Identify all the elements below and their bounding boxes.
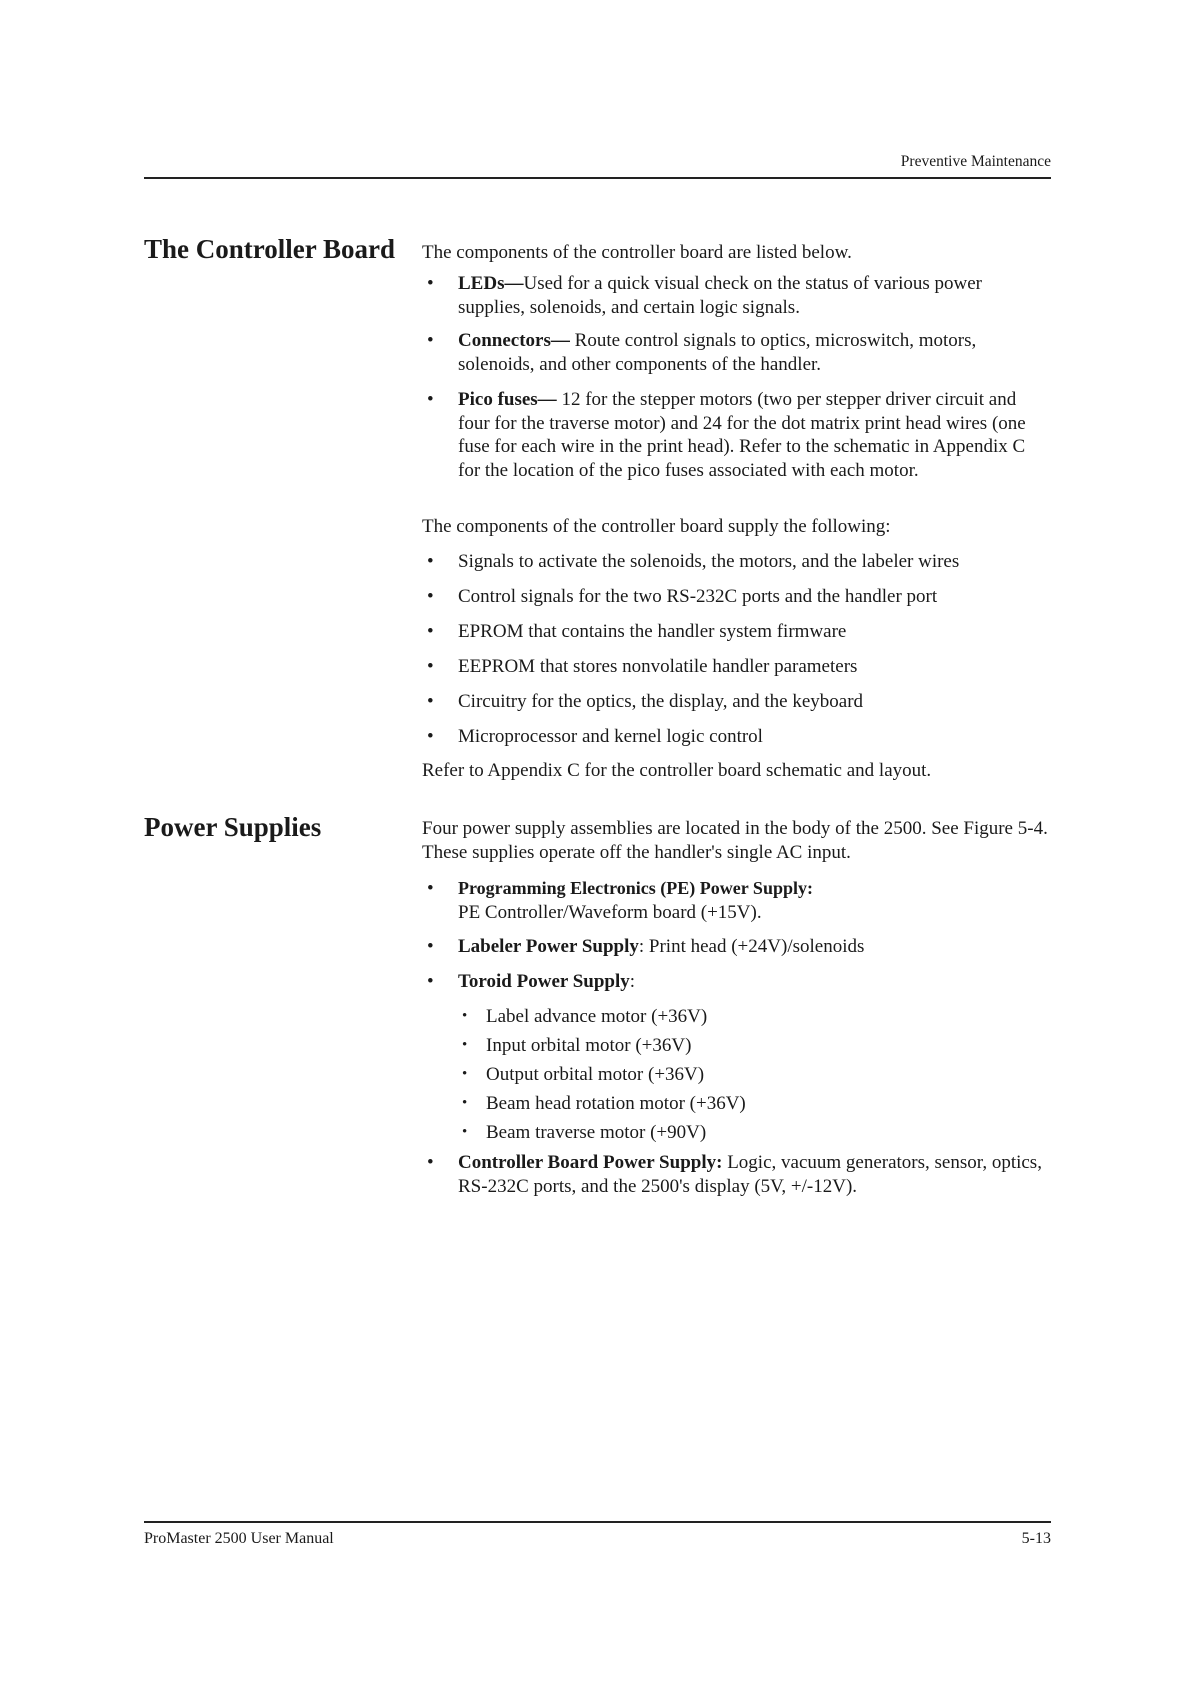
- bullet-icon: •: [427, 621, 434, 642]
- bullet-icon: •: [427, 330, 434, 351]
- bullet-icon: •: [427, 586, 434, 607]
- controller-intro: The components of the controller board are listed below.: [422, 242, 852, 263]
- bullet-icon: •: [427, 273, 434, 294]
- running-header: Preventive Maintenance: [900, 153, 1051, 170]
- bullet-icon: •: [462, 1095, 468, 1111]
- section-heading-power-supplies: Power Supplies: [144, 812, 322, 842]
- refer-text: Refer to Appendix C for the controller board schematic and layout.: [422, 760, 932, 781]
- bullet-icon: •: [427, 691, 434, 712]
- bullet-icon: •: [427, 726, 434, 747]
- supply-item: • EPROM that contains the handler system firmware: [427, 621, 847, 642]
- footer-title: ProMaster 2500 User Manual: [144, 1530, 334, 1547]
- toroid-sub-item: • Input orbital motor (+36V): [462, 1035, 692, 1056]
- bullet-icon: •: [427, 389, 434, 410]
- header-rule: [144, 177, 1051, 179]
- supply-item: • Signals to activate the solenoids, the motors, and the labeler wires: [427, 551, 960, 572]
- toroid-sub-item: • Label advance motor (+36V): [462, 1006, 708, 1027]
- page-number: 5-13: [1021, 1530, 1051, 1547]
- power-intro: Four power supply assemblies are located in the body of the 2500. See Figure 5-4. These supplies operate off the handler's single AC input.: [422, 818, 1048, 863]
- list-item-pe-supply: • Programming Electronics (PE) Power Supply: PE Controller/Waveform board (+15V).: [427, 878, 813, 923]
- toroid-sub-item: • Beam traverse motor (+90V): [462, 1122, 707, 1143]
- bullet-icon: •: [427, 936, 434, 957]
- bullet-icon: •: [462, 1124, 468, 1140]
- footer-rule: [144, 1521, 1051, 1523]
- supply-intro: The components of the controller board supply the following:: [422, 516, 891, 537]
- bullet-icon: •: [427, 551, 434, 572]
- toroid-sub-item: • Output orbital motor (+36V): [462, 1064, 705, 1085]
- bullet-icon: •: [462, 1037, 468, 1053]
- list-item-connectors: • Connectors— Route control signals to optics, microswitch, motors, solenoids, and other components of the handler.: [427, 330, 977, 375]
- bullet-icon: •: [427, 656, 434, 677]
- list-item-pico-fuses: • Pico fuses— 12 for the stepper motors (two per stepper driver circuit and four for the traverse motor) and 24 for the dot matrix print head wires (one fuse for each wire in the print head). Refer to the schematic in Appendix C for the location of the pico fuses associated with each motor.: [427, 389, 1026, 481]
- bullet-icon: •: [462, 1008, 468, 1024]
- section-heading-controller-board: The Controller Board: [144, 234, 396, 264]
- bullet-icon: •: [427, 1152, 434, 1173]
- list-item-controller-supply: • Controller Board Power Supply: Logic, vacuum generators, sensor, optics, RS-232C ports, and the 2500's display (5V, +/-12V).: [427, 1152, 1042, 1197]
- supply-item: • EEPROM that stores nonvolatile handler parameters: [427, 656, 858, 677]
- bullet-icon: •: [427, 878, 434, 899]
- list-item-leds: • LEDs—Used for a quick visual check on the status of various power supplies, solenoids, and certain logic signals.: [427, 273, 982, 318]
- supply-item: • Microprocessor and kernel logic control: [427, 726, 763, 747]
- list-item-labeler-supply: • Labeler Power Supply: Print head (+24V)/solenoids: [427, 936, 865, 957]
- supply-item: • Control signals for the two RS-232C ports and the handler port: [427, 586, 938, 607]
- supply-item: • Circuitry for the optics, the display, and the keyboard: [427, 691, 864, 712]
- toroid-sub-item: • Beam head rotation motor (+36V): [462, 1093, 746, 1114]
- bullet-icon: •: [462, 1066, 468, 1082]
- bullet-icon: •: [427, 971, 434, 992]
- list-item-toroid-supply: • Toroid Power Supply:: [427, 971, 636, 992]
